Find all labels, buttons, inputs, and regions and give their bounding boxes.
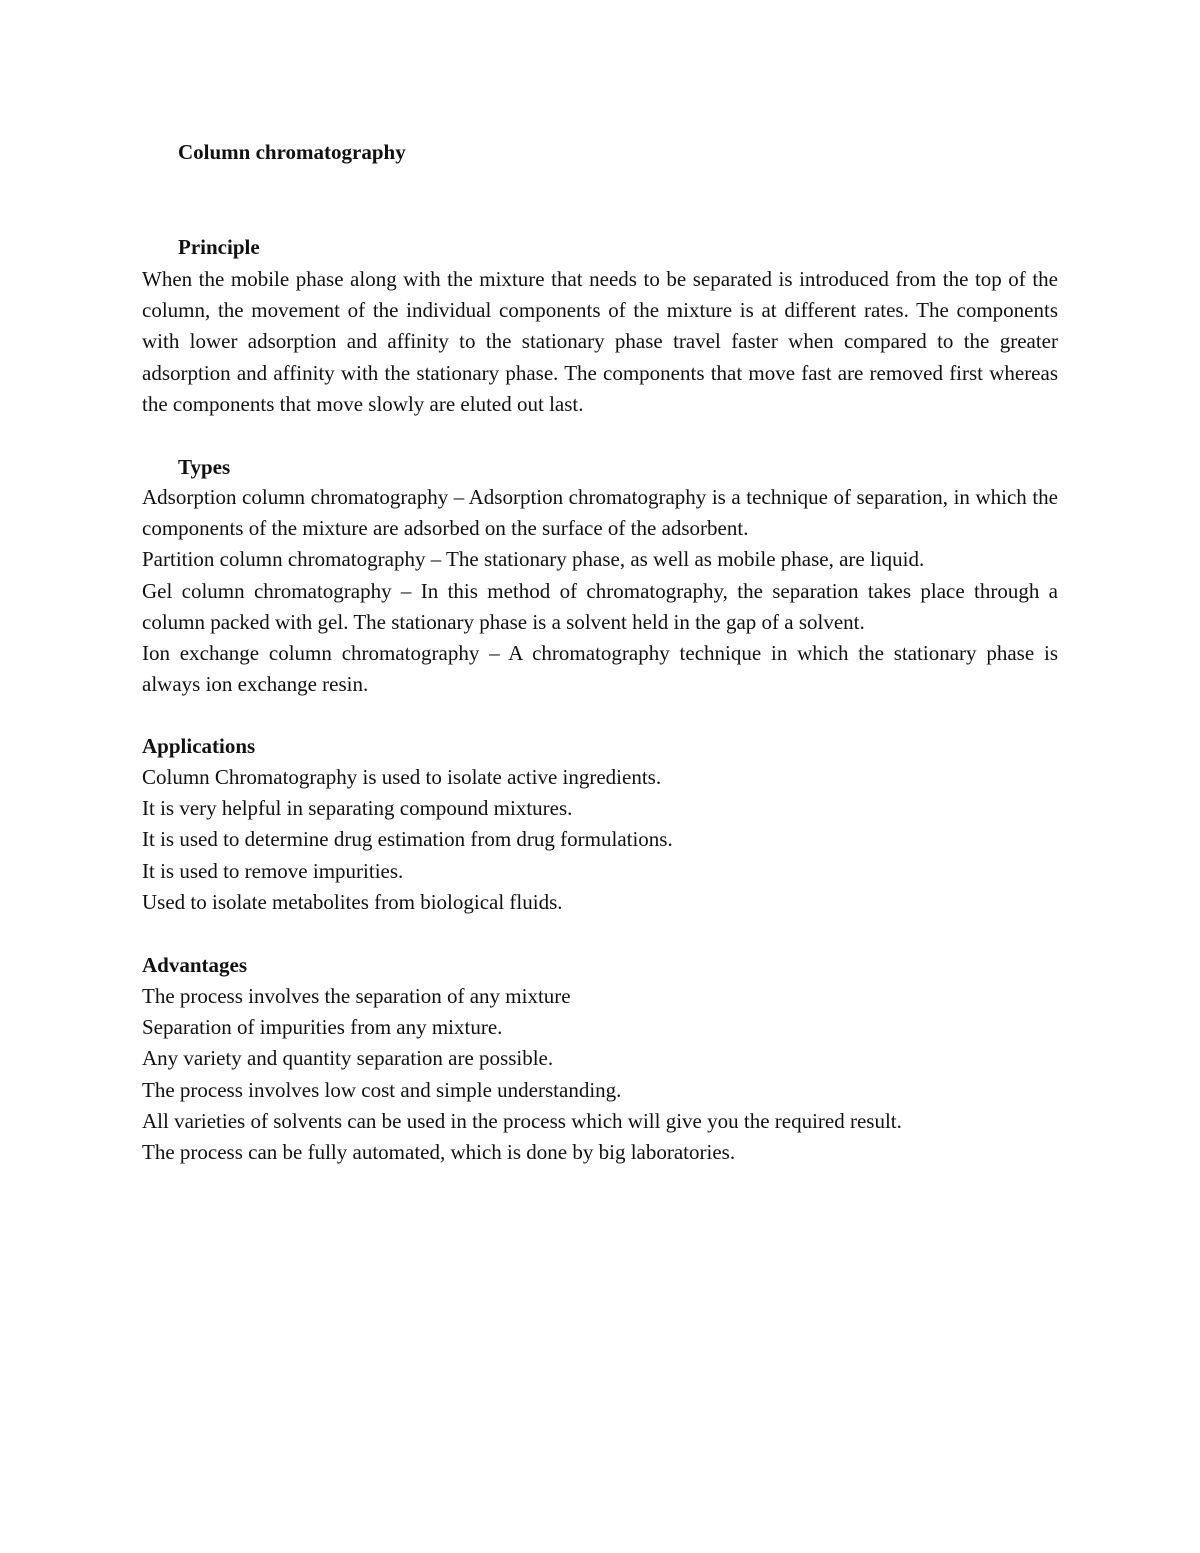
- principle-paragraph: When the mobile phase along with the mixture that needs to be separated is introduced from the top of the column, the movement of the individual components of the mixture is at different rates. The components with lower adsorption and affinity to the stationary phase travel faster when compared to the greater adsorption and affinity with the stationary phase. The components that move fast are removed first whereas the components that move slowly are eluted out last.: [142, 267, 1058, 416]
- advantages-item: All varieties of solvents can be used in the process which will give you the required result.: [142, 1108, 902, 1133]
- applications-item: It is very helpful in separating compound mixtures.: [142, 796, 573, 821]
- types-heading: Types: [178, 455, 231, 479]
- types-item-adsorption: Adsorption column chromatography – Adsorption chromatography is a technique of separation, in which the components of the mixture are adsorbed on the surface of the adsorbent.: [142, 485, 1058, 541]
- applications-heading: Applications: [142, 734, 256, 758]
- advantages-heading: Advantages: [142, 953, 248, 977]
- advantages-item: Any variety and quantity separation are possible.: [142, 1046, 554, 1071]
- types-item-ion-exchange: Ion exchange column chromatography – A chromatography technique in which the stationary phase is always ion exchange resin.: [142, 641, 1058, 697]
- advantages-list: [142, 981, 1058, 1168]
- types-list: [142, 482, 1058, 700]
- applications-item: Column Chromatography is used to isolate active ingredients.: [142, 765, 662, 789]
- types-item-gel: Gel column chromatography – In this method of chromatography, the separation takes place through a column packed with gel. The stationary phase is a solvent held in the gap of a solvent.: [142, 578, 1058, 634]
- principle-heading: Principle: [178, 235, 260, 259]
- types-item-partition: Partition column chromatography – The stationary phase, as well as mobile phase, are liquid.: [142, 547, 925, 572]
- advantages-item: The process can be fully automated, which is done by big laboratories.: [142, 1140, 736, 1165]
- applications-item: It is used to determine drug estimation from drug formulations.: [142, 827, 673, 852]
- document-title: Column chromatography: [178, 140, 406, 164]
- advantages-item: The process involves low cost and simple understanding.: [142, 1077, 622, 1102]
- applications-item: It is used to remove impurities.: [142, 858, 404, 883]
- applications-list: [142, 762, 1058, 918]
- advantages-item: The process involves the separation of any mixture: [142, 984, 571, 1008]
- advantages-item: Separation of impurities from any mixture.: [142, 1015, 503, 1040]
- applications-item: Used to isolate metabolites from biological fluids.: [142, 889, 563, 914]
